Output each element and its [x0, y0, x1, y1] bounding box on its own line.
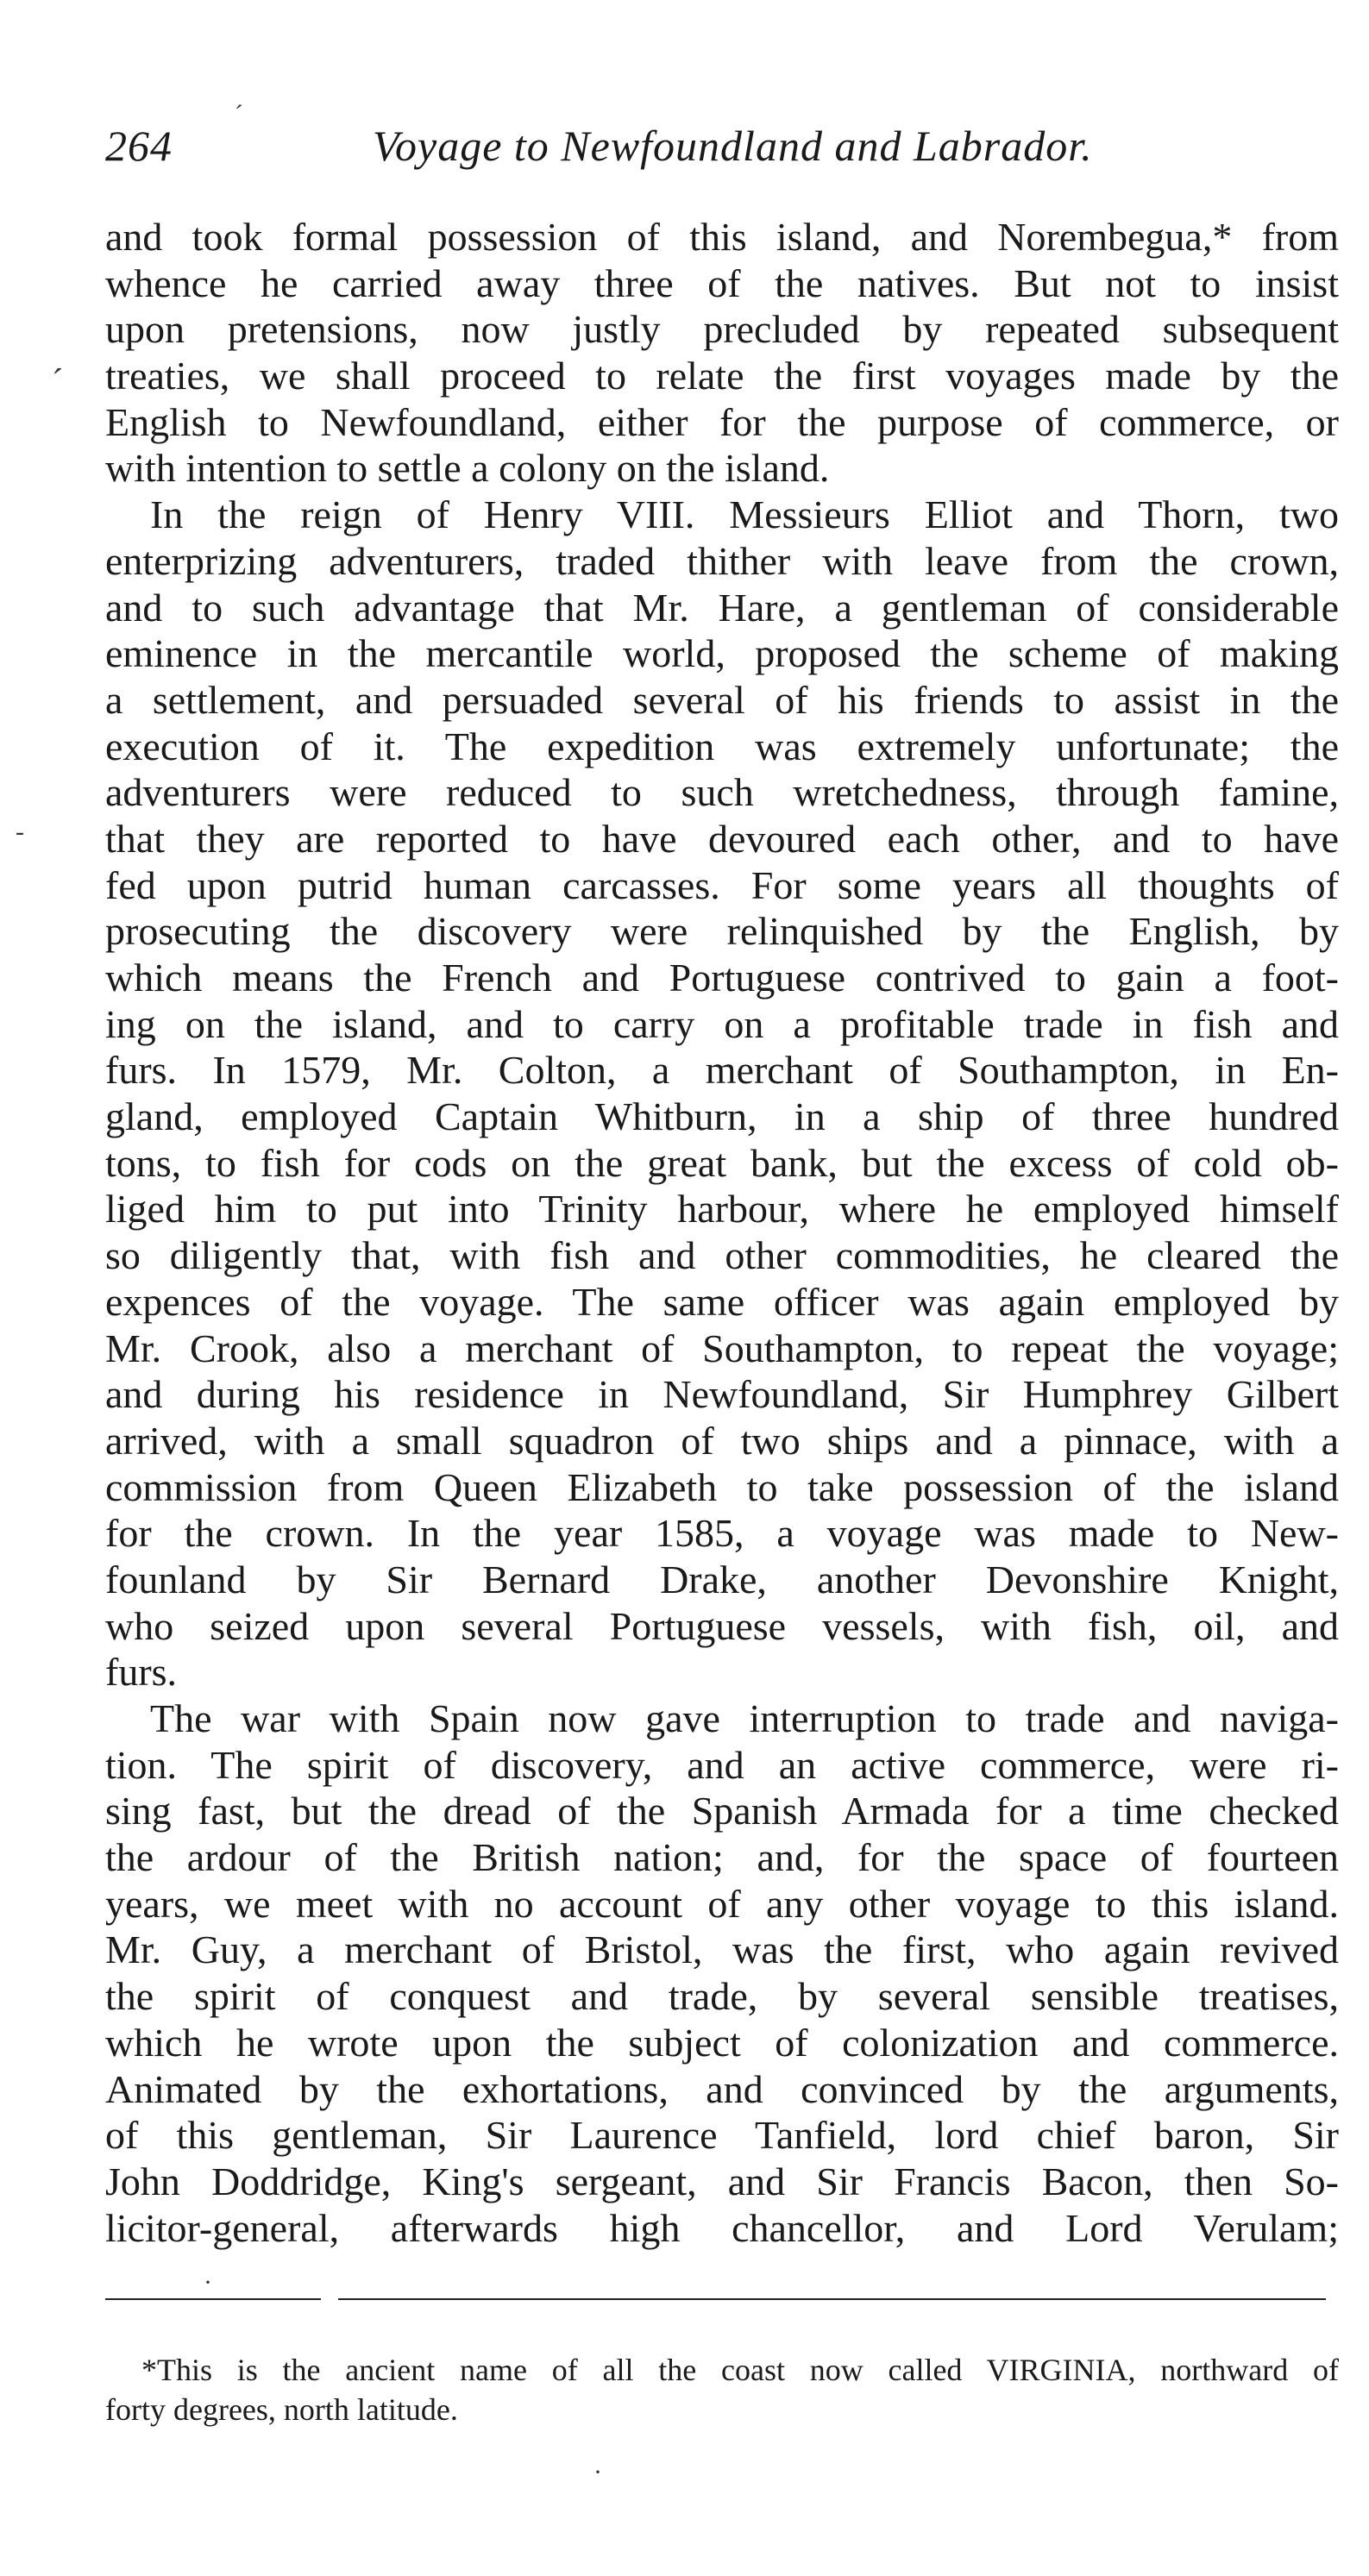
footnote-rule-long: [338, 2298, 1326, 2300]
text-line: Mr. Guy, a merchant of Bristol, was the first, who again revived: [105, 1927, 1339, 1972]
text-line: commission from Queen Elizabeth to take possession of the island: [105, 1464, 1339, 1509]
text-line: the spirit of conquest and trade, by several sensible treatises,: [105, 1974, 1339, 2019]
text-line: liged him to put into Trinity harbour, where he employed himself: [105, 1187, 1339, 1232]
text-line: who seized upon several Portuguese vessels, with fish, oil, and: [105, 1603, 1339, 1648]
paragraph-start-line: In the reign of Henry VIII. Messieurs Elliot and Thorn, two: [150, 492, 1339, 537]
text-line: tion. The spirit of discovery, and an active commerce, were ri-: [105, 1742, 1339, 1787]
rule-dot-mark: ·: [204, 2268, 212, 2297]
text-line: ing on the island, and to carry on a profitable trade in fish and: [105, 1001, 1339, 1046]
text-line: founland by Sir Bernard Drake, another Devonshire Knight,: [105, 1557, 1339, 1601]
text-line: and to such advantage that Mr. Hare, a gentleman of considerable: [105, 585, 1339, 630]
running-title: Voyage to Newfoundland and Labrador.: [373, 122, 1093, 170]
text-line: English to Newfoundland, either for the purpose of commerce, or: [105, 399, 1339, 444]
paragraph-start-line: The war with Spain now gave interruption to trade and naviga-: [150, 1696, 1339, 1740]
text-line: and took formal possession of this island, and Norembegua,* from: [105, 215, 1339, 259]
text-line: adventurers were reduced to such wretchedness, through famine,: [105, 770, 1339, 815]
footnote-line: forty degrees, north latitude.: [105, 2392, 458, 2427]
text-line: the ardour of the British nation; and, for the space of fourteen: [105, 1835, 1339, 1880]
margin-stroke-mark: ˊ: [52, 361, 64, 400]
text-line: sing fast, but the dread of the Spanish Armada for a time checked: [105, 1789, 1339, 1833]
text-line: fed upon putrid human carcasses. For some years all thoughts of: [105, 862, 1339, 907]
text-line: for the crown. In the year 1585, a voyage was made to New-: [105, 1511, 1339, 1556]
text-line: gland, employed Captain Whitburn, in a ship of three hundred: [105, 1094, 1339, 1139]
bottom-dot-mark: ·: [593, 2458, 602, 2486]
text-line: eminence in the mercantile world, proposed the scheme of making: [105, 631, 1339, 676]
footnote: [105, 2350, 1339, 2429]
text-line: furs. In 1579, Mr. Colton, a merchant of Southampton, in En-: [105, 1048, 1339, 1093]
text-line: years, we meet with no account of any other voyage to this island.: [105, 1881, 1339, 1926]
running-head: [105, 121, 1313, 181]
text-line: that they are reported to have devoured each other, and to have: [105, 816, 1339, 861]
text-line: arrived, with a small squadron of two ships and a pinnace, with a: [105, 1418, 1339, 1463]
text-line: licitor-general, afterwards high chancellor, and Lord Verulam;: [105, 2205, 1339, 2250]
text-line: Animated by the exhortations, and convinced by the arguments,: [105, 2066, 1339, 2111]
text-line: and during his residence in Newfoundland, Sir Humphrey Gilbert: [105, 1372, 1339, 1417]
text-line: a settlement, and persuaded several of his friends to assist in the: [105, 677, 1339, 722]
footnote-rule-short: [105, 2298, 321, 2300]
text-line: of this gentleman, Sir Laurence Tanfield, lord chief baron, Sir: [105, 2113, 1339, 2158]
page-number: 264: [105, 122, 173, 170]
text-line: furs.: [105, 1650, 178, 1695]
text-line: enterprizing adventurers, traded thither with leave from the crown,: [105, 538, 1339, 583]
text-line: tons, to fish for cods on the great bank, but the excess of cold ob-: [105, 1140, 1339, 1185]
text-line: Mr. Crook, also a merchant of Southampton, to repeat the voyage;: [105, 1326, 1339, 1370]
text-line: so diligently that, with fish and other commodities, he cleared the: [105, 1233, 1339, 1278]
text-line: whence he carried away three of the natives. But not to insist: [105, 260, 1339, 305]
text-line: which he wrote upon the subject of colonization and commerce.: [105, 2020, 1339, 2065]
text-line: prosecuting the discovery were relinquished by the English, by: [105, 909, 1339, 954]
text-line: execution of it. The expedition was extremely unfortunate; the: [105, 724, 1339, 768]
footnote-line: *This is the ancient name of all the coast now called VIRGINIA, northward of: [141, 2353, 1339, 2387]
text-line: which means the French and Portuguese contrived to gain a foot-: [105, 956, 1339, 1000]
text-line: John Doddridge, King's sergeant, and Sir Francis Bacon, then So-: [105, 2159, 1339, 2203]
text-line: upon pretensions, now justly precluded by repeated subsequent: [105, 307, 1339, 352]
margin-dash-mark: -: [16, 818, 24, 846]
text-line: expences of the voyage. The same officer was again employed by: [105, 1279, 1339, 1324]
text-line: with intention to settle a colony on the island.: [105, 446, 830, 491]
body-text: [105, 214, 1339, 2251]
margin-tick-mark: ˊ: [235, 100, 243, 128]
text-line: treaties, we shall proceed to relate the first voyages made by the: [105, 354, 1339, 398]
